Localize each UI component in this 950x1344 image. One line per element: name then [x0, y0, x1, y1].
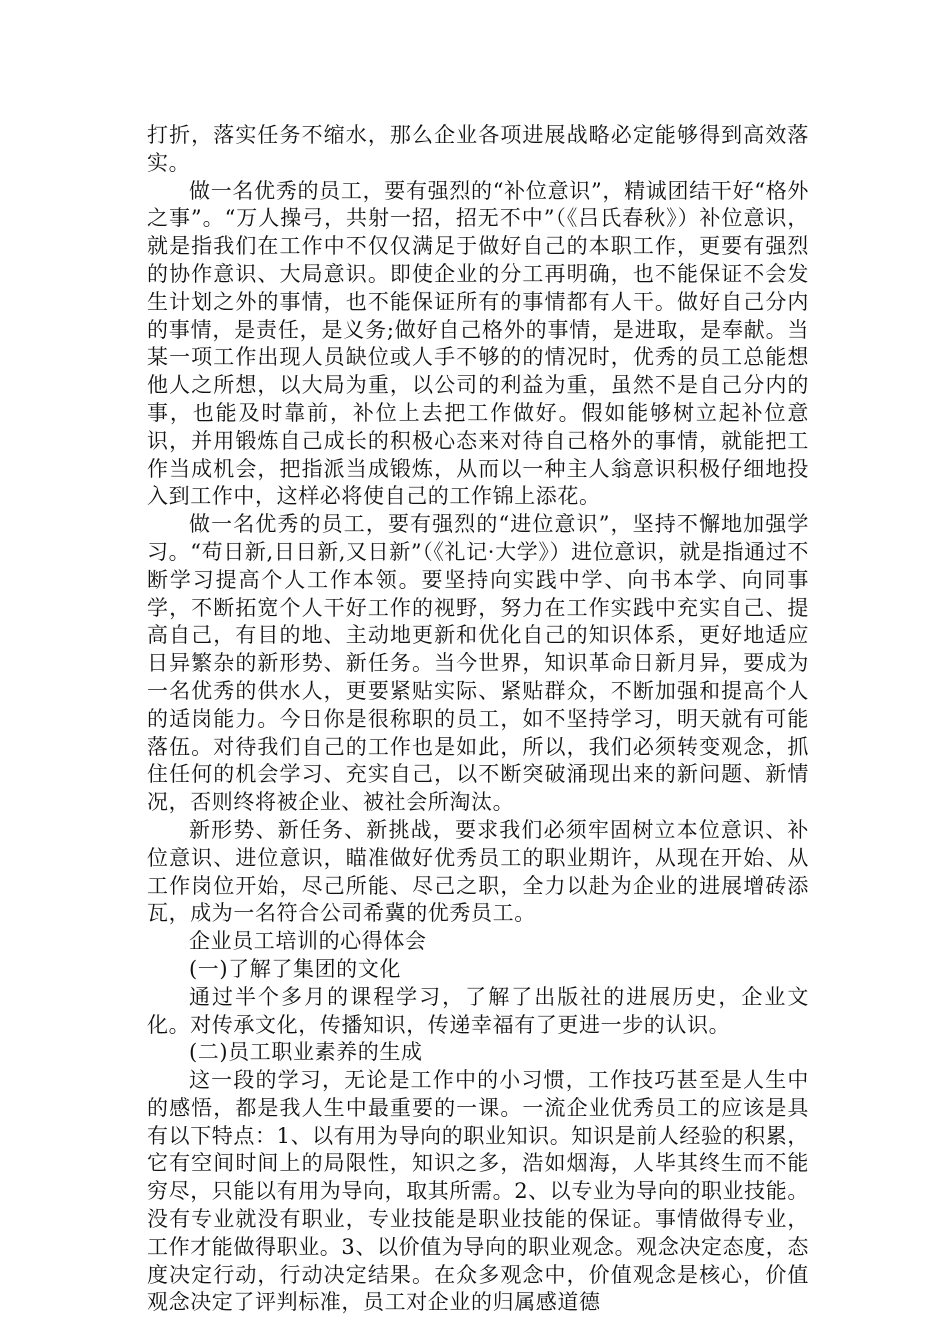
paragraph-continuation: 打折，落实任务不缩水，那么企业各项进展战略必定能够得到高效落实。: [147, 123, 809, 175]
subsection-title-2: (二)员工职业素养的生成: [189, 1040, 423, 1065]
paragraph-complement-awareness: 做一名优秀的员工，要有强烈的“补位意识”，精诚团结干好“格外之事”。“万人操弓，共射一招，招无不中”（《吕氏春秋》）补位意识，就是指我们在工作中不仅仅满足于做好自己的本职工作，更要有强烈的协作意识、大局意识。即使企业的分工再明确，也不能保证不会发生计划之外的事情，也不能保证所有的事情都有人干。做好自己分内的事情，是责任，是义务;做好自己格外的事情，是进取，是奉献。当某一项工作出现人员缺位或人手不够的的情况时，优秀的员工总能想他人之所想，以大局为重，以公司的利益为重，虽然不是自己分内的事，也能及时靠前，补位上去把工作做好。假如能够树立起补位意识，并用锻炼自己成长的积极心态来对待自己格外的事情，就能把工作当成机会，把指派当成锻炼，从而以一种主人翁意识积极仔细地投入到工作中，这样必将使自己的工作锦上添花。: [147, 178, 809, 509]
section-title: 企业员工培训的心得体会: [189, 929, 427, 954]
paragraph-summary: 新形势、新任务、新挑战，要求我们必须牢固树立本位意识、补位意识、进位意识，瞄准做好优秀员工的职业期许，从现在开始、从工作岗位开始，尽己所能、尽己之职，全力以赴为企业的进展增砖添瓦，成为一名符合公司希冀的优秀员工。: [147, 817, 809, 926]
paragraph-advancement-awareness: 做一名优秀的员工，要有强烈的“进位意识”，坚持不懈地加强学习。“苟日新,日日新,又日新”（《礼记·大学》）进位意识，就是指通过不断学习提高个人工作本领。要坚持向实践中学、向书本学、向同事学，不断拓宽个人干好工作的视野，努力在工作实践中充实自己、提高自己，有目的地、主动地更新和优化自己的知识体系，更好地适应日异繁杂的新形势、新任务。当今世界，知识革命日新月异，要成为一名优秀的供水人，更要紧贴实际、紧贴群众，不断加强和提高个人的适岗能力。今日你是很称职的员工，如不坚持学习，明天就有可能落伍。对待我们自己的工作也是如此，所以，我们必须转变观念，抓住任何的机会学习、充实自己，以不断突破涌现出来的新问题、新情况，否则终将被企业、被社会所淘汰。: [147, 512, 809, 815]
paragraph-professionalism: 这一段的学习，无论是工作中的小习惯，工作技巧甚至是人生中的感悟，都是我人生中最重要的一课。一流企业优秀员工的应该是具有以下特点：1、以有用为导向的职业知识。知识是前人经验的积累，它有空间时间上的局限性，知识之多，浩如烟海，人毕其终生而不能穷尽，只能以有用为导向，取其所需。2、以专业为导向的职业技能。没有专业就没有职业，专业技能是职业技能的保证。事情做得专业，工作才能做得职业。3、以价值为导向的职业观念。观念决定态度，态度决定行动，行动决定结果。在众多观念中，价值观念是核心，价值观念决定了评判标准，员工对企业的归属感道德: [147, 1068, 809, 1315]
subsection-title-1: (一)了解了集团的文化: [189, 956, 401, 981]
document-body: [147, 122, 809, 1317]
paragraph-culture: 通过半个多月的课程学习，了解了出版社的进展历史，企业文化。对传承文化，传播知识，传递幸福有了更进一步的认识。: [147, 984, 809, 1037]
